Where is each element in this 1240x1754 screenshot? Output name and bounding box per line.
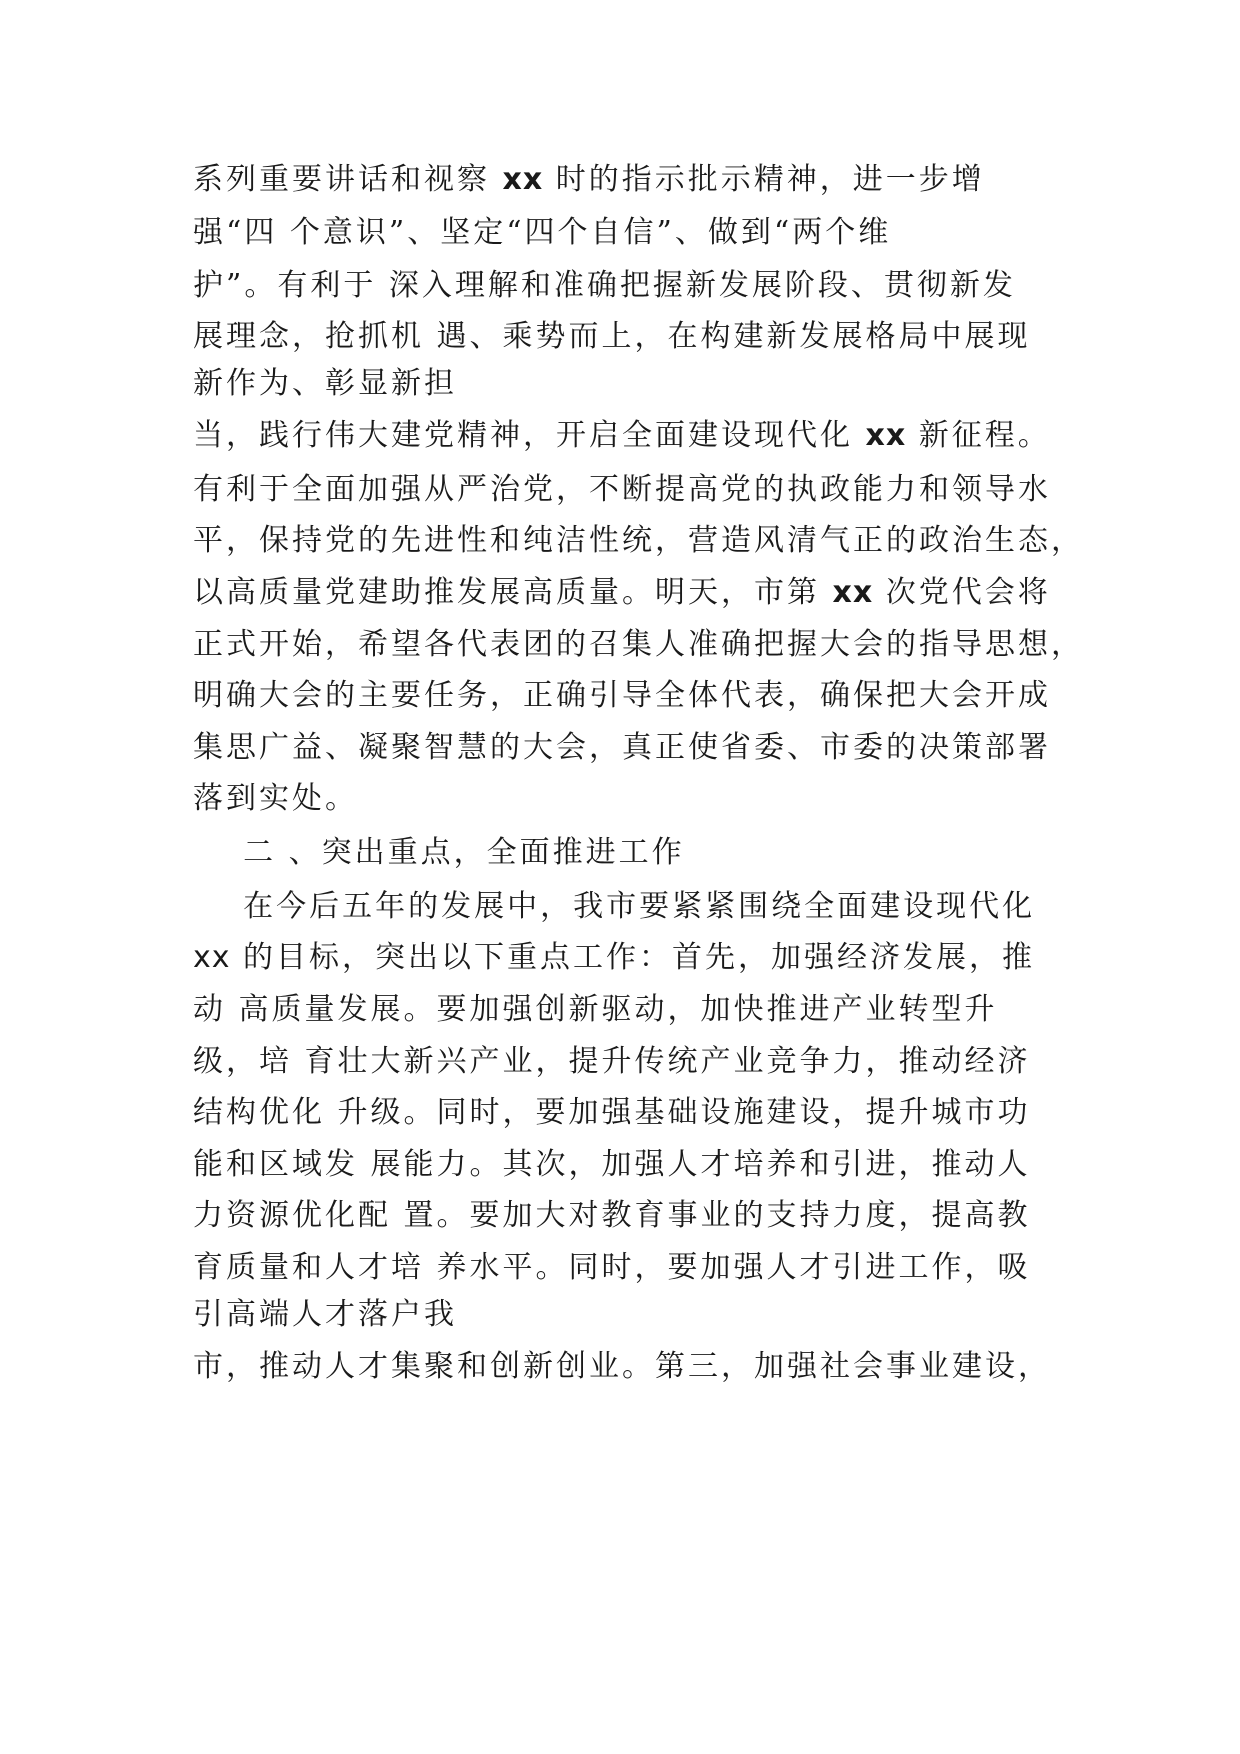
text-line: 动 高质量发展。要加强创新驱动，加快推进产业转型升: [193, 992, 998, 1027]
text-line: xx 的目标，突出以下重点工作：首先，加强经济发展，推: [193, 940, 1036, 975]
text-line: 能和区域发 展能力。其次，加强人才培养和引进，推动人: [193, 1147, 1031, 1182]
text-line: 护”。有利于 深入理解和准确把握新发展阶段、贯彻新发: [193, 268, 1016, 303]
text-line: 结构优化 升级。同时，要加强基础设施建设，提升城市功: [193, 1095, 1031, 1130]
text-line: 落到实处。: [193, 781, 358, 816]
section-heading: 二 、突出重点，全面推进工作: [193, 835, 685, 870]
text-line: 当，践行伟大建党精神，开启全面建设现代化 xx 新征程。: [193, 418, 1051, 453]
text-line: 级，培 育壮大新兴产业，提升传统产业竞争力，推动经济: [193, 1044, 1031, 1079]
text-line: 有利于全面加强从严治党，不断提高党的执政能力和领导水: [193, 472, 1051, 507]
text-line: 集思广益、凝聚智慧的大会，真正使省委、市委的决策部署: [193, 730, 1051, 765]
text-line: 明确大会的主要任务，正确引导全体代表，确保把大会开成: [193, 678, 1051, 713]
text-line: 强“四 个意识”、坚定“四个自信”、做到“两个维: [193, 215, 892, 250]
text-line: 在今后五年的发展中，我市要紧紧围绕全面建设现代化: [193, 889, 1036, 924]
text-line: 引高端人才落户我: [193, 1297, 457, 1332]
text-line: 新作为、彰显新担: [193, 366, 457, 401]
text-line: 市，推动人才集聚和创新创业。第三，加强社会事业建设，: [193, 1349, 1051, 1384]
text-line: 正式开始，希望各代表团的召集人准确把握大会的指导思想，: [193, 627, 1084, 662]
text-line: 平，保持党的先进性和纯洁性统，营造风清气正的政治生态，: [193, 523, 1084, 558]
text-line: 育质量和人才培 养水平。同时，要加强人才引进工作，吸: [193, 1250, 1031, 1285]
text-line: 系列重要讲话和视察 xx 时的指示批示精神，进一步增: [193, 162, 985, 197]
text-line: 以高质量党建助推发展高质量。明天，市第 xx 次党代会将: [193, 575, 1051, 610]
text-line: 展理念，抢抓机 遇、乘势而上，在构建新发展格局中展现: [193, 319, 1031, 354]
text-line: 力资源优化配 置。要加大对教育事业的支持力度，提高教: [193, 1198, 1031, 1233]
